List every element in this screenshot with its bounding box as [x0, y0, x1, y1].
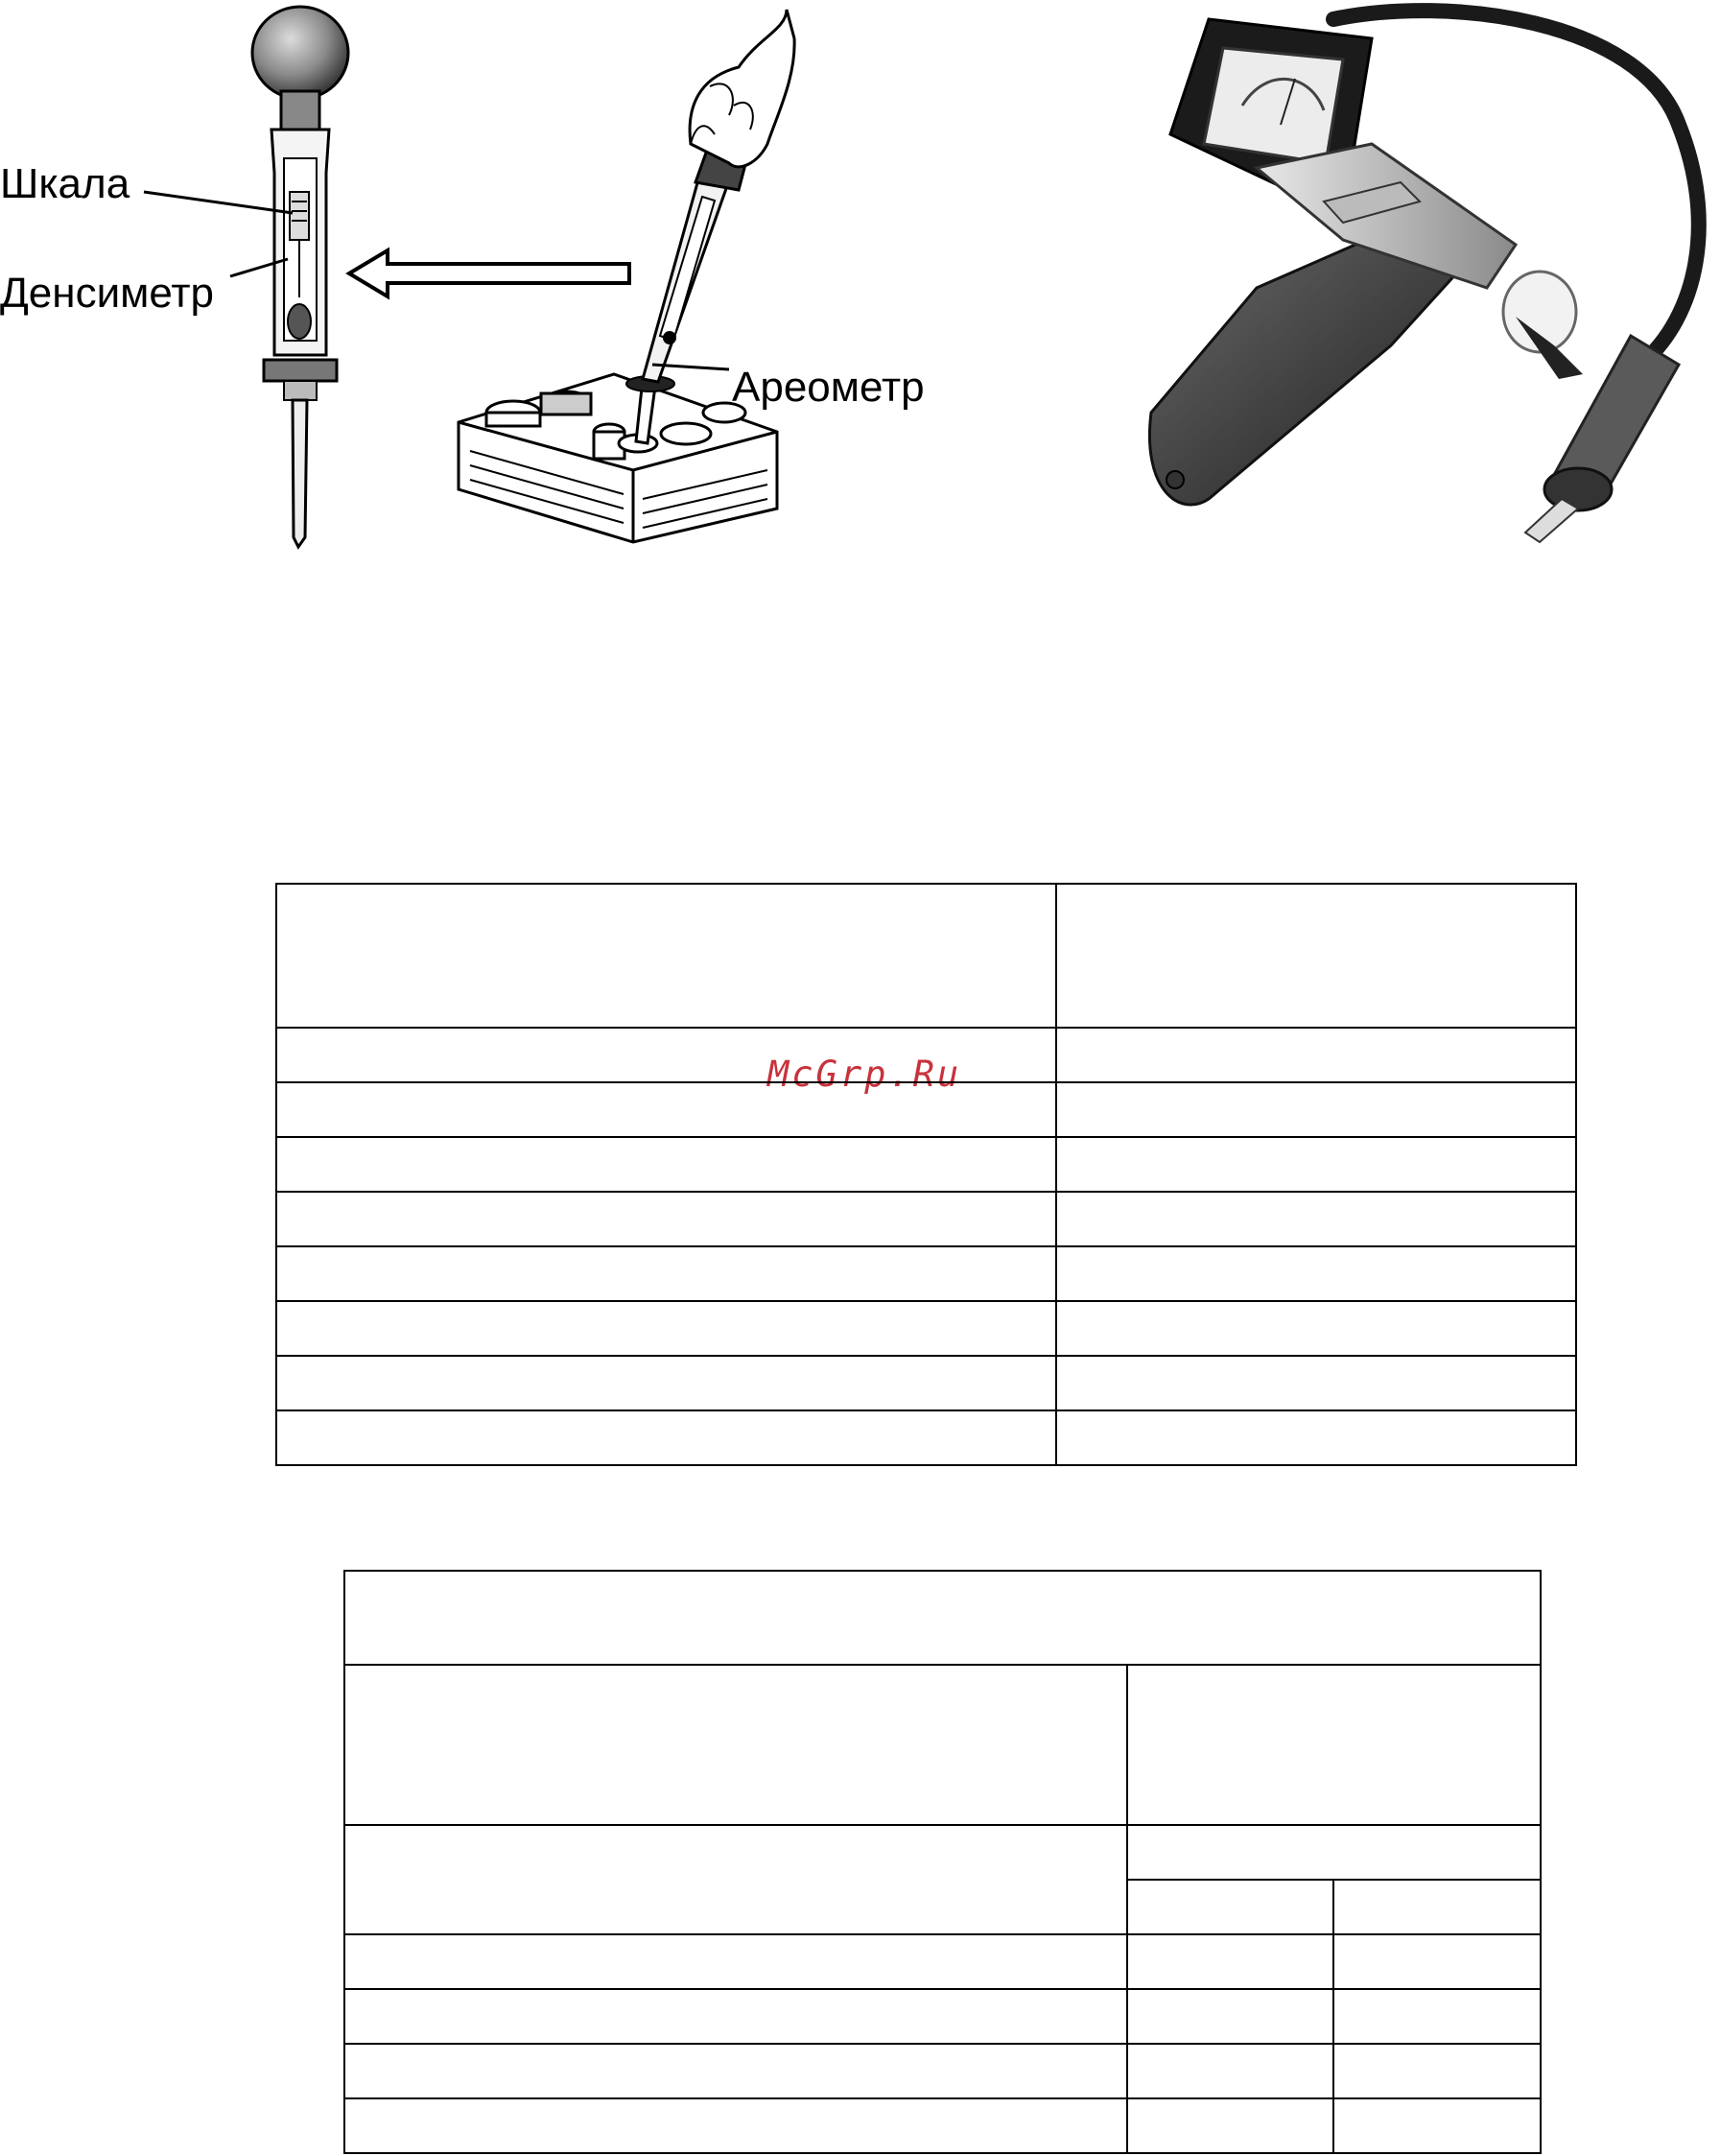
table-cell	[1056, 1082, 1576, 1137]
table-subheader-cell	[344, 1825, 1127, 1934]
areometer-label: Ареометр	[732, 364, 925, 411]
table-cell	[276, 1137, 1056, 1192]
table-cell	[344, 2098, 1127, 2153]
table-cell	[1056, 1192, 1576, 1246]
table-row	[276, 1192, 1576, 1246]
table-cell	[1056, 1246, 1576, 1301]
table-cell	[344, 2044, 1127, 2098]
table-cell	[276, 884, 1056, 1028]
table-subheader-cell	[1333, 1880, 1541, 1934]
table-cell	[1333, 2044, 1541, 2098]
table-row	[344, 1934, 1541, 1989]
table-cell	[276, 1028, 1056, 1082]
scale-label: Шкала	[0, 160, 130, 207]
table-cell	[1056, 1356, 1576, 1410]
table-row	[276, 884, 1576, 1028]
densimeter-label: Денсиметр	[0, 270, 215, 317]
table-row	[344, 2098, 1541, 2153]
areometer-battery-illustration	[451, 0, 796, 547]
table-cell	[1333, 1934, 1541, 1989]
table-cell	[344, 1934, 1127, 1989]
table-cell	[276, 1246, 1056, 1301]
table-1	[275, 883, 1577, 1466]
table-row	[276, 1137, 1576, 1192]
watermark: McGrp.Ru	[767, 1054, 962, 1095]
table-row	[276, 1246, 1576, 1301]
table-header-row	[344, 1665, 1541, 1825]
table-row	[276, 1301, 1576, 1356]
table-row	[344, 2044, 1541, 2098]
table-row	[276, 1082, 1576, 1137]
table-row	[276, 1356, 1576, 1410]
table-cell	[276, 1356, 1056, 1410]
table-cell	[344, 1989, 1127, 2044]
table-cell	[1333, 1989, 1541, 2044]
table-cell	[276, 1082, 1056, 1137]
table-row	[276, 1028, 1576, 1082]
table-2	[343, 1570, 1542, 2154]
table-cell	[1127, 1934, 1333, 1989]
table-title-cell	[344, 1571, 1541, 1665]
table-cell	[276, 1192, 1056, 1246]
battery-load-tester-photo	[1103, 0, 1720, 547]
table-header-cell	[344, 1665, 1127, 1825]
table-header-cell	[1127, 1665, 1541, 1825]
table-cell	[1127, 2098, 1333, 2153]
table-subheader-cell	[1127, 1880, 1333, 1934]
table-cell	[1056, 1301, 1576, 1356]
table-cell	[1056, 1410, 1576, 1465]
table-cell	[1056, 1137, 1576, 1192]
table-cell	[1127, 1989, 1333, 2044]
table-cell	[1333, 2098, 1541, 2153]
table-cell	[276, 1301, 1056, 1356]
table-title-row	[344, 1571, 1541, 1665]
table-subheader-cell	[1127, 1825, 1541, 1880]
table-cell	[276, 1410, 1056, 1465]
table-row	[344, 1989, 1541, 2044]
table-cell	[1056, 884, 1576, 1028]
table-subheader-row	[344, 1825, 1541, 1880]
table-row	[276, 1410, 1576, 1465]
table-cell	[1056, 1028, 1576, 1082]
table-cell	[1127, 2044, 1333, 2098]
